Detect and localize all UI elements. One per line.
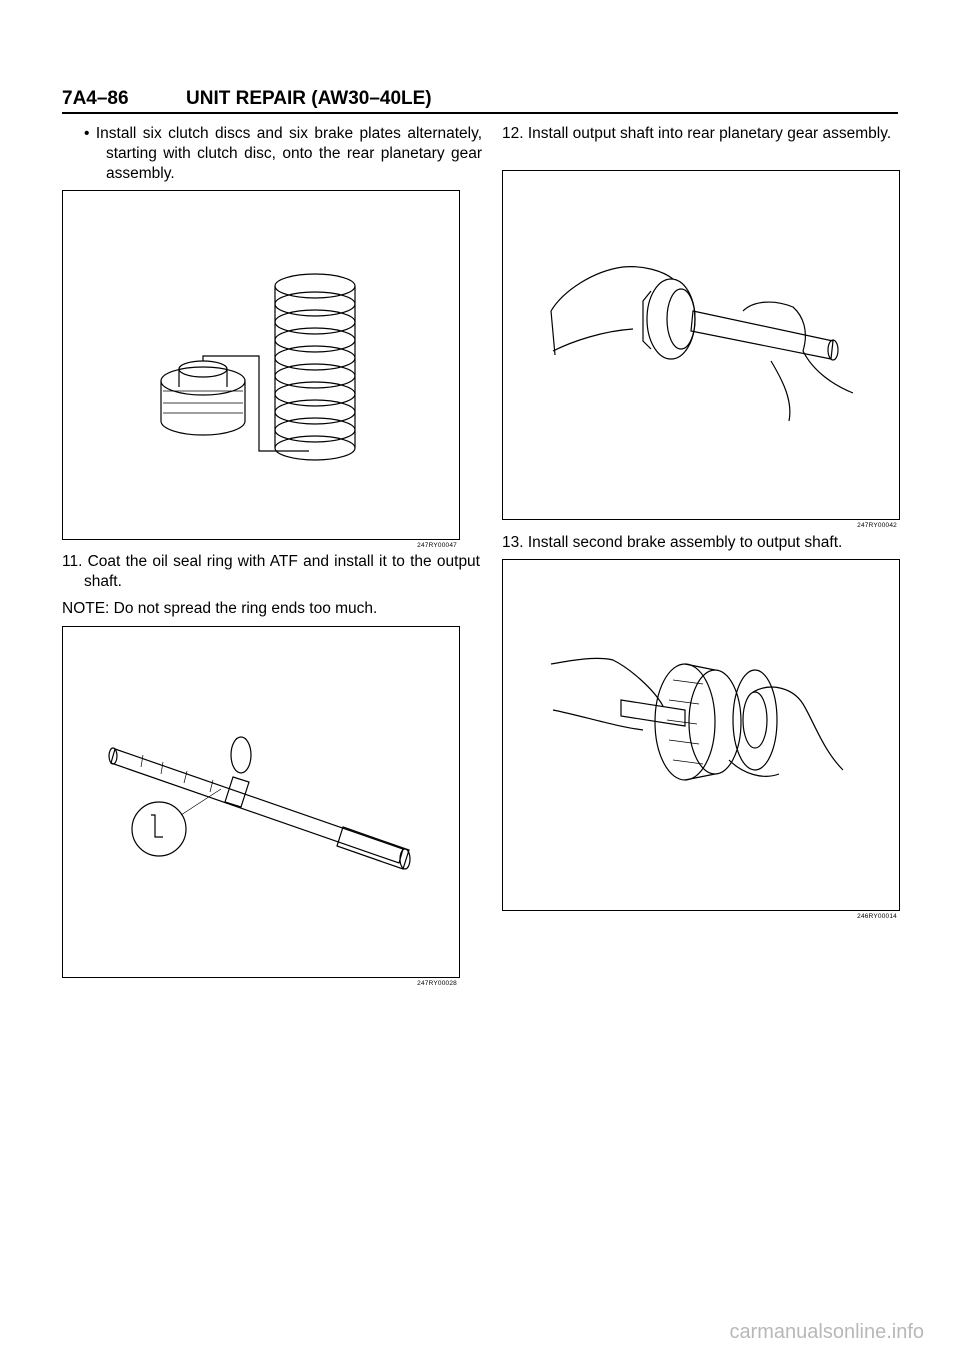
figure-code: 247RY00047 xyxy=(417,542,457,549)
figure-second-brake-install xyxy=(502,559,900,920)
step-12: 12. Install output shaft into rear planetary gear assembly. xyxy=(502,125,892,142)
figure-code: 247RY00042 xyxy=(857,522,897,529)
section-title: UNIT REPAIR (AW30–40LE) xyxy=(186,88,432,109)
note-ring-ends: NOTE: Do not spread the ring ends too much. xyxy=(62,600,378,617)
output-shaft-illustration xyxy=(63,627,459,977)
figure-code: 246RY00014 xyxy=(857,913,897,920)
header-rule xyxy=(62,112,898,114)
clutch-discs-illustration xyxy=(63,191,459,539)
disc-stack xyxy=(275,274,355,460)
figure-code: 247RY00028 xyxy=(417,980,457,987)
step-11: 11. Coat the oil seal ring with ATF and install it to the output shaft. xyxy=(62,553,480,590)
figure-output-shaft-install xyxy=(502,170,900,529)
step-bullet-install-discs: • Install six clutch discs and six brake plates alternately, starting with clutch disc, onto the rear planetary gear assembly. xyxy=(84,125,482,182)
page-number: 7A4–86 xyxy=(62,88,129,109)
figure-oil-seal-ring xyxy=(62,626,460,987)
figure-clutch-discs xyxy=(62,190,460,549)
output-shaft-install-illustration xyxy=(503,171,899,519)
watermark: carmanualsonline.info xyxy=(729,1321,924,1343)
second-brake-illustration xyxy=(503,560,899,910)
step-13: 13. Install second brake assembly to output shaft. xyxy=(502,534,843,551)
